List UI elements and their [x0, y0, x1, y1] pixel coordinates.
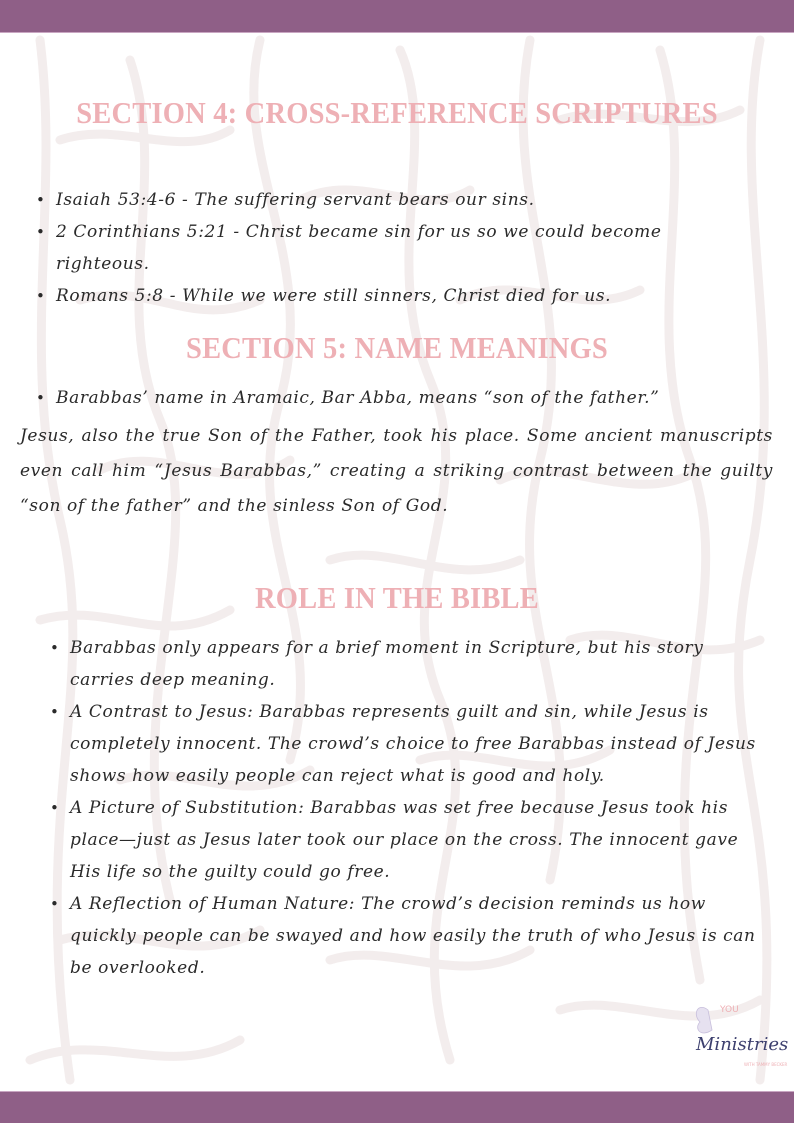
role-heading: ROLE IN THE BIBLE: [255, 580, 539, 615]
bullet-icon: •: [36, 191, 46, 209]
list-item: • Romans 5:8 - While we were still sinners, Christ died for us.: [56, 280, 716, 312]
role-list: [50, 632, 770, 984]
list-item: • Isaiah 53:4-6 - The suffering servant bears our sins.: [56, 184, 716, 216]
list-item: • Barabbas only appears for a brief moment in Scripture, but his story carries deep meaning.: [70, 632, 770, 696]
logo-script: Ministries: [696, 1034, 789, 1055]
butterfly-icon: [696, 1007, 712, 1033]
logo-letters: YOU: [720, 1005, 739, 1015]
section-5-heading: SECTION 5: NAME MEANINGS: [186, 330, 608, 365]
ministry-logo: [690, 1000, 790, 1090]
bullet-icon: •: [50, 799, 60, 817]
bullet-icon: •: [50, 703, 60, 721]
bullet-icon: •: [36, 223, 46, 241]
list-item: • A Picture of Substitution: Barabbas was set free because Jesus took his place—just as Jesus later took our place on the cross. The innocent gave His life so the guilty could go free.: [70, 792, 770, 888]
logo-tagline: WITH TAMMY BECKER: [744, 1062, 788, 1067]
name-meaning-paragraph: Jesus, also the true Son of the Father, took his place. Some ancient manuscripts even call him “Jesus Barabbas,” creating a striking contrast between the guilty “son of the father” and the sinless Son of God.: [20, 426, 773, 516]
bullet-icon: •: [50, 895, 60, 913]
section-4-heading: SECTION 4: CROSS-REFERENCE SCRIPTURES: [76, 95, 718, 130]
list-item: • A Contrast to Jesus: Barabbas represents guilt and sin, while Jesus is completely innocent. The crowd’s choice to free Barabbas instead of Jesus shows how easily people can reject what is good and holy.: [70, 696, 770, 792]
name-meanings-list: [36, 382, 756, 414]
bottom-banner: [0, 1091, 794, 1123]
top-banner: [0, 0, 794, 33]
bullet-icon: •: [50, 639, 60, 657]
bullet-icon: •: [36, 287, 46, 305]
list-item: • A Reflection of Human Nature: The crowd’s decision reminds us how quickly people can be swayed and how easily the truth of who Jesus is can be overlooked.: [70, 888, 770, 984]
cross-reference-list: [36, 184, 716, 312]
list-item: • Barabbas’ name in Aramaic, Bar Abba, means “son of the father.”: [56, 382, 756, 414]
bullet-icon: •: [36, 389, 46, 407]
list-item: • 2 Corinthians 5:21 - Christ became sin for us so we could become righteous.: [56, 216, 716, 280]
